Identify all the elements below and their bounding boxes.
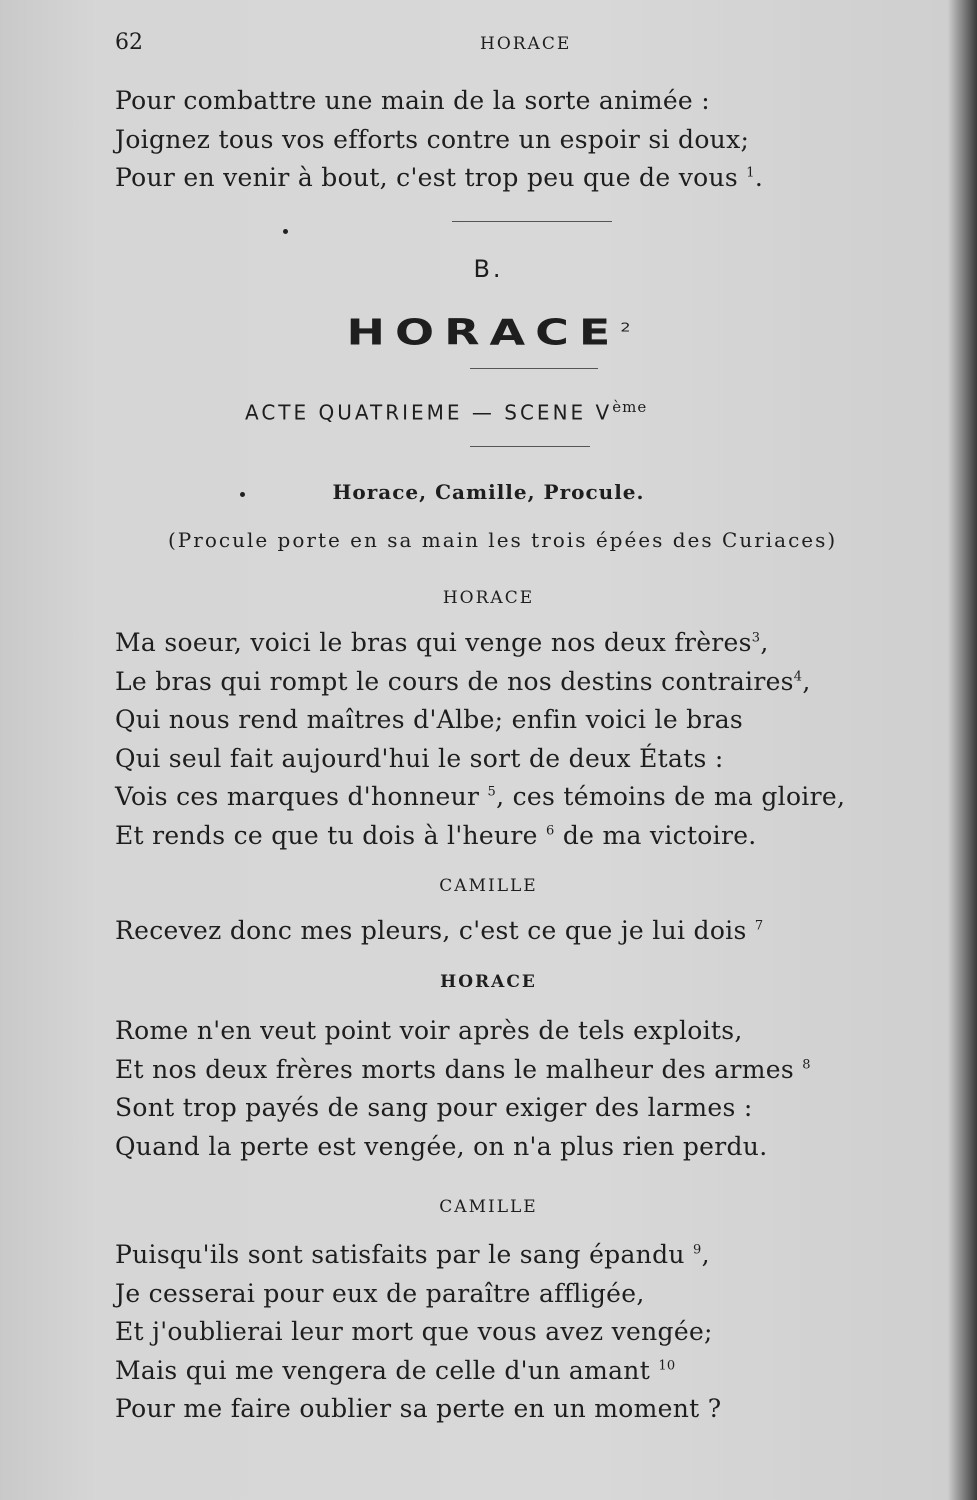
- verse-line-text: Sont trop payés de sang pour exiger des larmes :: [115, 1093, 753, 1122]
- verse-line-tail: , ces témoins de ma gloire,: [496, 782, 846, 811]
- verse-line-text: Et nos deux frères morts dans le malheur des armes: [115, 1054, 794, 1084]
- speech: [115, 1012, 811, 1166]
- speaker-name: CAMILLE: [439, 1197, 538, 1217]
- verse-line-text: Pour en venir à bout, c'est trop peu que de vous: [115, 163, 738, 192]
- verse-line-text: Recevez donc mes pleurs, c'est ce que je lui dois: [115, 916, 747, 945]
- act-scene-heading: [245, 398, 845, 425]
- verse-line: Pour en venir à bout, c'est trop peu que de vous $^1$.: [115, 163, 764, 192]
- verse-line-text: Puisqu'ils sont satisfaits par le sang épandu: [115, 1240, 685, 1269]
- speech: [115, 1236, 721, 1429]
- verse-line-text: Mais qui me vengera de celle d'un amant: [115, 1355, 651, 1385]
- verse-line-text: Le bras qui rompt le cours de nos destins contraires: [115, 666, 794, 696]
- verse-line-text: Quand la perte est vengée, on n'a plus rien perdu.: [115, 1131, 768, 1161]
- verse-line-text: Et rends ce que tu dois à l'heure: [115, 820, 538, 850]
- verse-line: [115, 1128, 811, 1167]
- page-number: 62: [115, 30, 143, 55]
- verse-line: [115, 701, 845, 740]
- verse-line: [115, 624, 845, 663]
- verse-line-tail: ,: [802, 666, 811, 696]
- verse-line-text: Rome n'en veut point voir après de tels exploits,: [115, 1016, 743, 1045]
- verse-line: Joignez tous vos efforts contre un espoir si doux;: [115, 124, 750, 154]
- verse-line: [115, 817, 845, 856]
- page-header: [115, 30, 975, 60]
- verse-line-tail: ,: [701, 1240, 710, 1269]
- verse-line: [115, 663, 845, 702]
- divider: [470, 368, 598, 369]
- footnote-marker: 7: [754, 918, 764, 934]
- verse-line: Pour combattre une main de la sorte animée :: [115, 86, 710, 115]
- verse-line: [115, 740, 845, 779]
- divider: [452, 221, 612, 222]
- speaker-name: HORACE: [440, 972, 537, 992]
- footnote-marker: 4: [793, 669, 803, 685]
- play-title-text: HORACE: [346, 310, 621, 354]
- verse-line: [115, 1089, 811, 1128]
- verse-line-text: Je cesserai pour eux de paraître affligée,: [115, 1278, 645, 1308]
- footnote-marker: 2: [620, 320, 631, 335]
- section-letter: B.: [473, 255, 504, 283]
- verse-line-text: Vois ces marques d'honneur: [115, 782, 480, 811]
- verse-line: [115, 1390, 721, 1429]
- divider: [470, 446, 590, 447]
- verse-line: [115, 912, 763, 951]
- verse-line-tail: de ma victoire.: [554, 820, 757, 850]
- verse-line-text: Pour me faire oublier sa perte en un moment ?: [115, 1394, 722, 1423]
- verse-line-tail: ,: [760, 628, 769, 657]
- opening-verse: [115, 82, 763, 198]
- verse-line: [115, 1236, 721, 1275]
- verse-line: [115, 1012, 811, 1051]
- verse-line: [115, 778, 845, 817]
- verse-line: [115, 1352, 721, 1391]
- footnote-marker: 3: [751, 630, 761, 646]
- speaker-name: CAMILLE: [439, 876, 538, 896]
- verse-line-text: Et j'oublierai leur mort que vous avez vengée;: [115, 1317, 713, 1346]
- ordinal-suffix: ème: [612, 398, 648, 416]
- act-scene-text: ACTE QUATRIEME — SCENE V: [245, 400, 613, 425]
- footnote-marker: 1: [746, 165, 755, 181]
- footnote-marker: 5: [487, 784, 497, 800]
- verse-line: [115, 1275, 721, 1314]
- play-title: [0, 311, 977, 353]
- character-list: Horace, Camille, Procule.: [332, 480, 645, 504]
- stage-direction: (Procule porte en sa main les trois épées des Curiaces): [168, 528, 838, 552]
- speech: [115, 912, 763, 951]
- verse-line-text: Ma soeur, voici le bras qui venge nos deux frères: [115, 628, 752, 657]
- speech: [115, 624, 845, 855]
- footnote-marker: 9: [693, 1242, 702, 1258]
- footnote-marker: 8: [802, 1057, 811, 1073]
- footnote-marker: 6: [546, 823, 555, 839]
- verse-line: [115, 1051, 811, 1090]
- running-head: HORACE: [480, 34, 572, 54]
- verse-line-text: Qui seul fait aujourd'hui le sort de deux États :: [115, 743, 724, 773]
- ink-speck: [283, 229, 288, 234]
- verse-line-text: Qui nous rend maîtres d'Albe; enfin voici le bras: [115, 705, 744, 734]
- verse-line: [115, 1313, 721, 1352]
- speaker-name: HORACE: [442, 588, 535, 608]
- footnote-marker: 10: [658, 1358, 676, 1374]
